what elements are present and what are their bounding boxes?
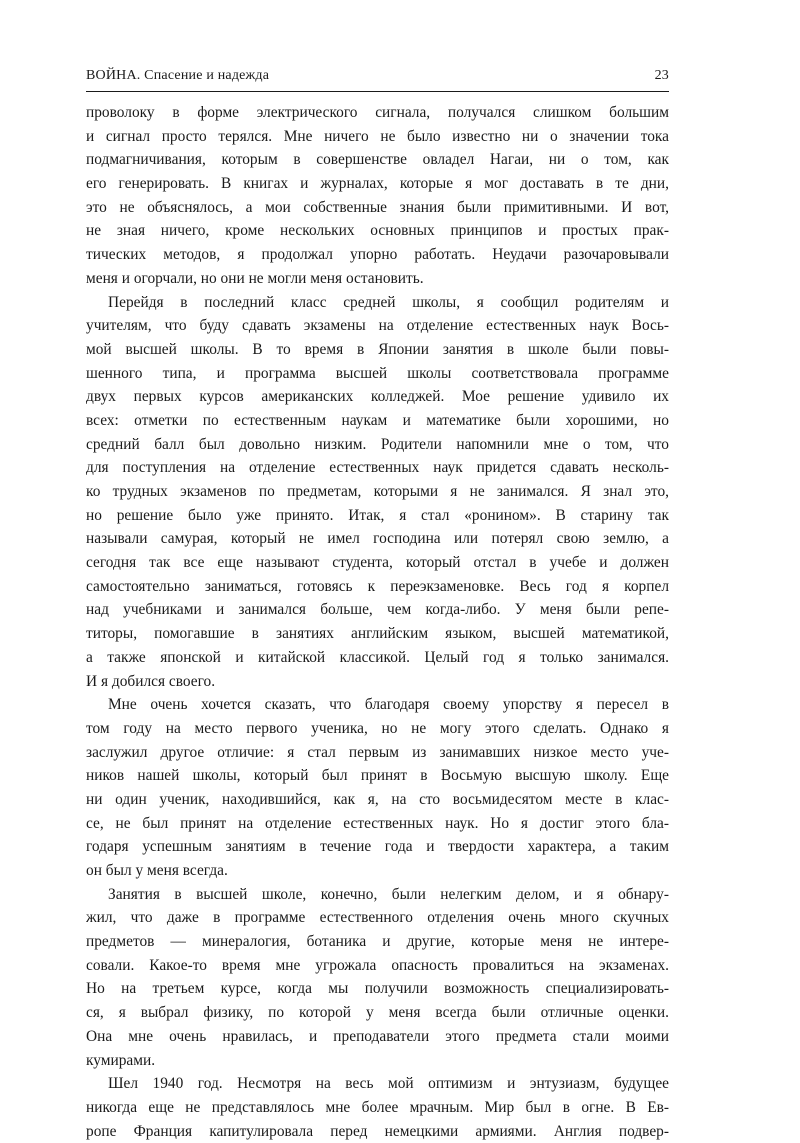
text-line: ся, я выбрал физику, по которой у меня всегда были отличные оценки. <box>86 1004 669 1022</box>
text-line: меня и огорчали, но они не могли меня остановить. <box>86 269 424 287</box>
header-rule <box>86 91 669 92</box>
text-line: над учебниками и занимался больше, чем когда-либо. У меня были репе- <box>86 601 669 619</box>
text-line: шенного типа, и программа высшей школы соответствовала программе <box>86 364 669 382</box>
text-line: средний балл был довольно низким. Родители напомнили мне о том, что <box>86 435 669 453</box>
text-line: мой высшей школы. В то время в Японии занятия в школе были повы- <box>86 340 669 358</box>
text-line: сегодня так все еще называют студента, который отстал в учебе и должен <box>86 554 669 572</box>
text-line: а также японской и китайской классикой. Целый год я только занимался. <box>86 648 669 666</box>
text-line: ропе Франция капитулировала перед немецкими армиями. Англия подвер- <box>86 1122 669 1140</box>
text-line: Но на третьем курсе, когда мы получили возможность специализировать- <box>86 980 669 998</box>
text-line: он был у меня всегда. <box>86 862 228 879</box>
text-line: самостоятельно заниматься, готовясь к переэкзаменовке. Весь год я корпел <box>86 577 669 595</box>
text-line: кумирами. <box>86 1051 156 1069</box>
text-line: заслужил другое отличие: я стал первым из занимавших низкое место уче- <box>86 743 669 761</box>
text-line: учителям, что буду сдавать экзамены на отделение естественных наук Вось- <box>86 317 669 335</box>
page-number: 23 <box>654 68 669 83</box>
text-line: ников нашей школы, который был принят в Восьмую высшую школу. Еще <box>86 767 669 785</box>
text-line: всех: отметки по естественным наукам и математике были хорошими, но <box>86 411 669 429</box>
text-line: Перейдя в последний класс средней школы, я сообщил родителям и <box>108 293 669 311</box>
text-line: годаря успешным занятиям в течение года и твердости характера, а таким <box>86 838 669 856</box>
text-line: Шел 1940 год. Несмотря на весь мой оптимизм и энтузиазм, будущее <box>108 1075 669 1093</box>
text-line: И я добился своего. <box>86 672 216 690</box>
text-line: титоры, помогавшие в занятиях английским языком, высшей математикой, <box>86 625 669 643</box>
text-line: не зная ничего, кроме нескольких основных принципов и простых прак- <box>86 222 669 240</box>
text-line: том году на место первого ученика, но не могу этого сделать. Однако я <box>86 719 669 737</box>
running-header <box>86 68 669 88</box>
text-line: его генерировать. В книгах и журналах, которые я мог доставать в те дни, <box>86 175 669 193</box>
text-line: ко трудных экзаменов по предметам, которыми я не занимался. Я знал это, <box>86 483 669 500</box>
text-line: это не объяснялось, а мои собственные знания были примитивными. И вот, <box>86 198 669 216</box>
text-line: тических методов, я продолжал упорно работать. Неудачи разочаровывали <box>86 246 669 264</box>
text-line: и сигнал просто терялся. Мне ничего не было известно ни о значении тока <box>86 127 669 145</box>
text-line: для поступления на отделение естественных наук придется сдавать несколь- <box>86 459 669 477</box>
text-line: Занятия в высшей школе, конечно, были нелегким делом, и я обнару- <box>108 885 669 903</box>
text-line: двух первых курсов американских колледжей. Мое решение удивило их <box>86 388 669 406</box>
text-line: называли самурая, который не имел господина или потерял свою землю, а <box>86 530 669 548</box>
text-line: предметов — минералогия, ботаника и другие, которые меня не интере- <box>86 933 669 951</box>
text-line: Она мне очень нравилась, и преподаватели этого предмета стали моими <box>86 1027 669 1045</box>
text-line: подмагничивания, которым в совершенстве овладел Нагаи, ни о том, как <box>86 151 669 169</box>
running-header-title: ВОЙНА. Спасение и надежда <box>86 68 270 83</box>
text-line: никогда еще не представлялось мне более мрачным. Мир был в огне. В Ев- <box>86 1098 669 1116</box>
text-line: но решение было уже принято. Итак, я стал «ронином». В старину так <box>86 506 669 524</box>
text-line: се, не был принят на отделение естественных наук. Но я достиг этого бла- <box>86 814 669 832</box>
text-line: жил, что даже в программе естественного отделения очень много скучных <box>86 909 669 927</box>
text-line: проволоку в форме электрического сигнала, получался слишком большим <box>86 104 669 121</box>
body-text <box>86 101 669 1143</box>
text-line: ни один ученик, находившийся, как я, на сто восьмидесятом месте в клас- <box>86 790 669 808</box>
text-line: совали. Какое-то время мне угрожала опасность провалиться на экзаменах. <box>86 956 669 974</box>
text-line: Мне очень хочется сказать, что благодаря своему упорству я пересел в <box>108 696 669 714</box>
